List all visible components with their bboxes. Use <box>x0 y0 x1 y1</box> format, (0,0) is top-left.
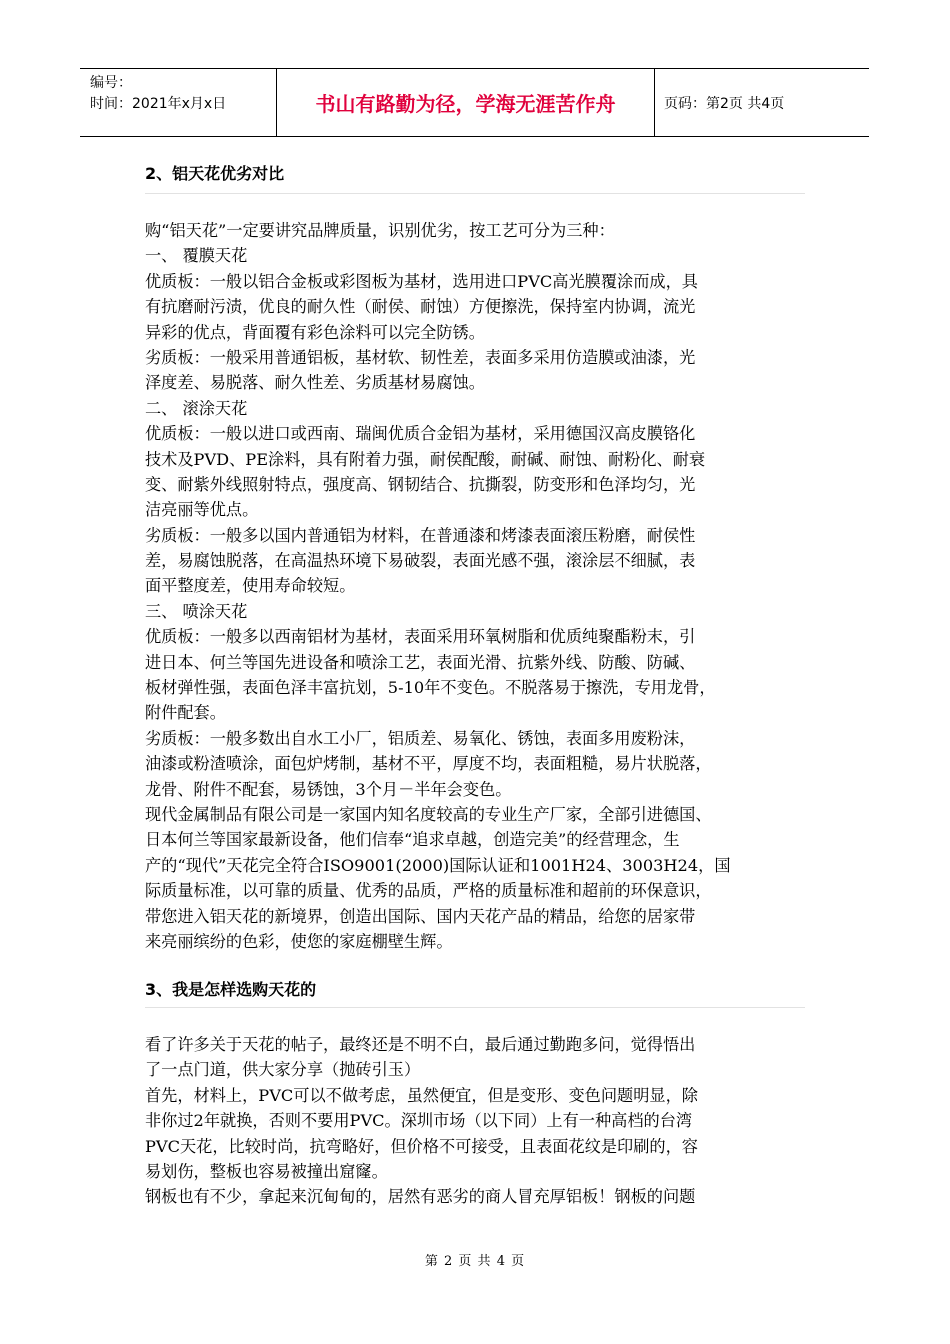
paragraph-line: 技术及PVD、PE涂料，具有附着力强，耐侯配酸，耐碱、耐蚀、耐粉化、耐衰 <box>145 449 706 469</box>
paragraph-line: 优质板：一般以铝合金板或彩图板为基材，选用进口PVC高光膜覆涂而成，具 <box>145 271 698 291</box>
page-footer: 第 2 页 共 4 页 <box>424 1254 526 1269</box>
paragraph-line: 三、 喷涂天花 <box>145 601 248 621</box>
paragraph-line: 带您进入铝天花的新境界，创造出国际、国内天花产品的精品，给您的居家带 <box>145 906 696 926</box>
paragraph-line: 劣质板：一般多数出自水工小厂，铝质差、易氧化、锈蚀，表面多用废粉沫， <box>145 728 696 748</box>
paragraph-line: 产的“现代”天花完全符合ISO9001(2000)国际认证和1001H24、3003H24，国 <box>145 855 731 875</box>
paragraph-line: 现代金属制品有限公司是一家国内知名度较高的专业生产厂家，全部引进德国、 <box>145 804 712 824</box>
paragraph-line: 了一点门道，供大家分享（抛砖引玉） <box>145 1060 421 1080</box>
paragraph-line: 附件配套。 <box>145 703 226 723</box>
paragraph-line: PVC天花，比较时尚，抗弯略好，但价格不可接受，且表面花纹是印刷的，容 <box>145 1136 698 1156</box>
paragraph-line: 钢板也有不少，拿起来沉甸甸的，居然有恶劣的商人冒充厚铝板！钢板的问题 <box>145 1187 696 1207</box>
paragraph-line: 异彩的优点，背面覆有彩色涂料可以完全防锈。 <box>145 322 485 342</box>
document-number-label: 编号： <box>90 75 132 91</box>
paragraph-line: 变、耐紫外线照射特点，强度高、钢韧结合、抗撕裂，防变形和色泽均匀，光 <box>145 474 696 494</box>
paragraph-line: 差，易腐蚀脱落，在高温热环境下易破裂，表面光感不强，滚涂层不细腻，表 <box>145 551 696 571</box>
paragraph-line: 易划伤，整板也容易被撞出窟窿。 <box>145 1161 388 1181</box>
header-motto: 书山有路勤为径，学海无涯苦作舟 <box>277 69 655 136</box>
header-page-number: 页码：第2页 共4页 <box>664 95 785 112</box>
paragraph-line: 一、 覆膜天花 <box>145 246 248 266</box>
paragraph-line: 首先，材料上，PVC可以不做考虑，虽然便宜，但是变形、变色问题明显，除 <box>145 1085 698 1105</box>
paragraph-line: 龙骨、附件不配套，易锈蚀，3个月－半年会变色。 <box>145 779 512 799</box>
paragraph-line: 购“铝天花”一定要讲究品牌质量，识别优劣，按工艺可分为三种： <box>145 221 615 240</box>
paragraph-line: 优质板：一般以进口或西南、瑞闽优质合金铝为基材，采用德国汉高皮膜铬化 <box>145 424 696 444</box>
paragraph-line: 来亮丽缤纷的色彩，使您的家庭棚壁生辉。 <box>145 931 453 951</box>
paragraph-line: 二、 滚涂天花 <box>145 398 248 418</box>
paragraph-line: 看了许多关于天花的帖子，最终还是不明不白，最后通过勤跑多问，觉得悟出 <box>145 1035 696 1054</box>
paragraph-line: 劣质板：一般采用普通铝板，基材软、韧性差，表面多采用仿造膜或油漆，光 <box>145 347 696 367</box>
paragraph-line: 洁亮丽等优点。 <box>145 500 259 520</box>
section-2-divider <box>145 193 805 194</box>
page-header <box>80 68 869 137</box>
document-time-label: 时间：2021年x月x日 <box>90 96 227 112</box>
section-3-title: 3、我是怎样选购天花的 <box>145 980 317 999</box>
paragraph-line: 际质量标准，以可靠的质量、优秀的品质，严格的质量标准和超前的环保意识， <box>145 881 712 901</box>
paragraph-line: 面平整度差，使用寿命较短。 <box>145 576 356 596</box>
section-3-body <box>145 1032 817 1210</box>
header-meta <box>80 69 277 136</box>
paragraph-line: 板材弹性强，表面色泽丰富抗划，5-10年不变色。不脱落易于擦洗，专用龙骨， <box>145 678 716 698</box>
paragraph-line: 有抗磨耐污渍，优良的耐久性（耐侯、耐蚀）方便擦洗，保持室内协调，流光 <box>145 297 696 317</box>
paragraph-line: 油漆或粉渣喷涂，面包炉烤制，基材不平，厚度不均，表面粗糙，易片状脱落， <box>145 754 712 774</box>
section-2-title: 2、铝天花优劣对比 <box>145 164 285 183</box>
section-2-body <box>145 218 817 954</box>
paragraph-line: 劣质板：一般多以国内普通铝为材料，在普通漆和烤漆表面滚压粉磨，耐侯性 <box>145 525 696 545</box>
paragraph-line: 非你过2年就换，否则不要用PVC。深圳市场（以下同）上有一种高档的台湾 <box>145 1111 693 1131</box>
section-3-divider <box>145 1007 805 1008</box>
paragraph-line: 日本何兰等国家最新设备，他们信奉“追求卓越，创造完美”的经营理念，生 <box>145 830 680 850</box>
paragraph-line: 进日本、何兰等国先进设备和喷涂工艺，表面光滑、抗紫外线、防酸、防碱、 <box>145 652 696 672</box>
paragraph-line: 泽度差、易脱落、耐久性差、劣质基材易腐蚀。 <box>145 373 485 393</box>
paragraph-line: 优质板：一般多以西南铝材为基材，表面采用环氧树脂和优质纯聚酯粉末，引 <box>145 627 696 647</box>
